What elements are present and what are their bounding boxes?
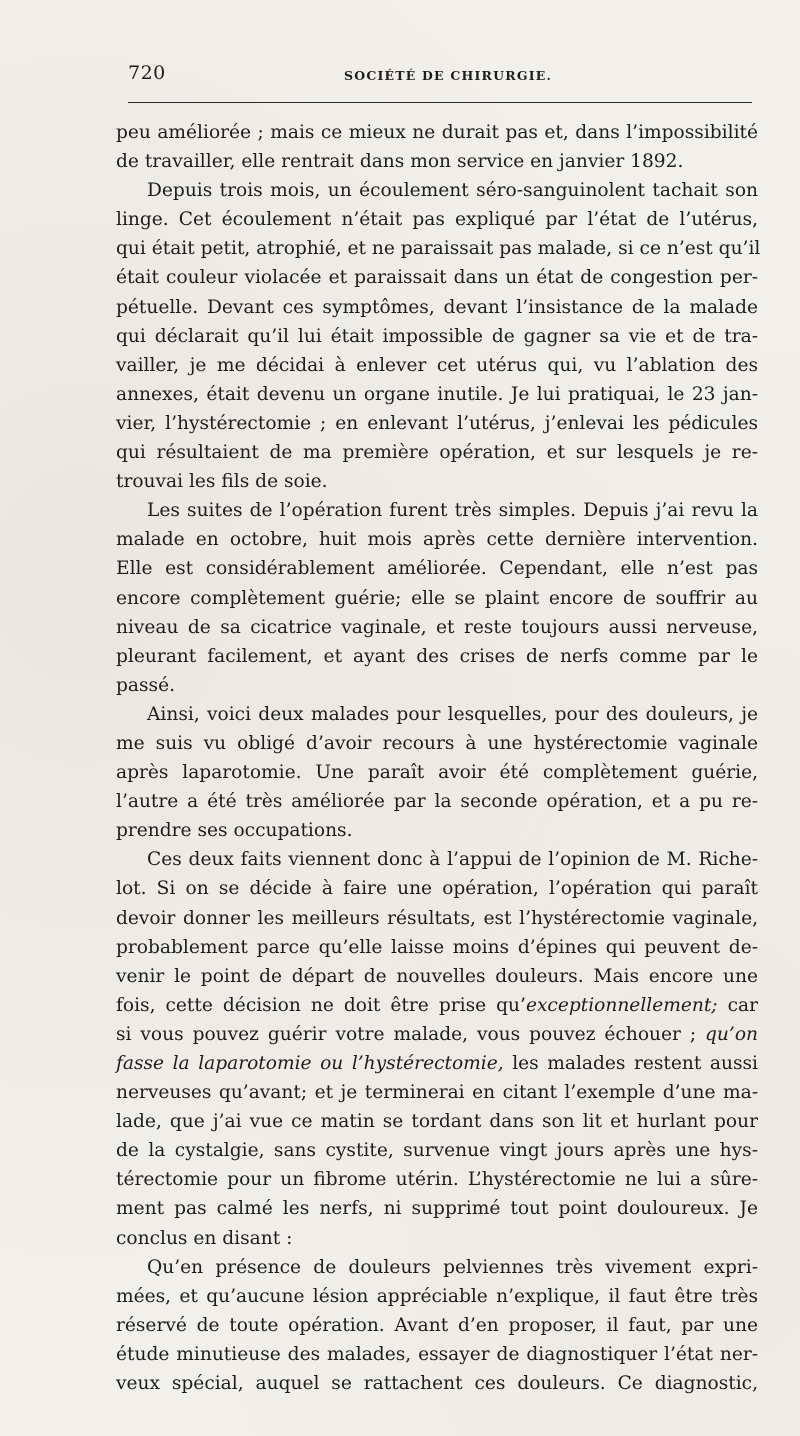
text-line: était couleur violacée et paraissait dans un état de congestion per-	[116, 267, 758, 289]
header-rule	[128, 102, 752, 103]
text-line: vailler, je me décidai à enlever cet utérus qui, vu l’ablation des	[116, 354, 758, 376]
text-line: lot. Si on se décide à faire une opération, l’opération qui paraît	[116, 878, 758, 900]
text-line-segment: fois, cette décision ne doit être prise qu’	[116, 994, 526, 1016]
text-line: prendre ses occupations.	[116, 820, 353, 842]
text-line-segment: les malades restent aussi	[503, 1053, 758, 1074]
text-line	[116, 1020, 758, 1049]
text-line: encore complètement guérie; elle se plaint encore de souffrir au	[116, 587, 758, 609]
text-line	[116, 991, 758, 1020]
text-line: qui déclarait qu’il lui était impossible de gagner sa vie et de tra-	[116, 325, 758, 347]
text-line: qui résultaient de ma première opération, et sur lesquels je re-	[116, 442, 758, 464]
text-line: Ces deux faits viennent donc à l’appui de l’opinion de M. Riche-	[147, 849, 758, 871]
text-line: malade en octobre, huit mois après cette dernière intervention.	[116, 529, 758, 551]
text-line: nerveuses qu’avant; et je terminerai en citant l’exemple d’une ma-	[116, 1082, 758, 1104]
text-line: me suis vu obligé d’avoir recours à une hystérectomie vaginale	[116, 732, 758, 754]
text-line: vier, l’hystérectomie ; en enlevant l’utérus, j’enlevai les pédicules	[116, 412, 758, 434]
text-line: passé.	[116, 674, 175, 696]
text-line: ment pas calmé les nerfs, ni supprimé tout point douloureux. Je	[116, 1198, 758, 1220]
text-line-segment: si vous pouvez guérir votre malade, vous pouvez échouer ;	[116, 1023, 706, 1045]
text-line: pétuelle. Devant ces symptômes, devant l’insistance de la malade	[116, 296, 758, 318]
text-line: venir le point de départ de nouvelles douleurs. Mais encore une	[116, 965, 758, 987]
body-text	[116, 118, 761, 1398]
text-line: veux spécial, auquel se rattachent ces douleurs. Ce diagnostic,	[116, 1373, 758, 1395]
text-line: étude minutieuse des malades, essayer de diagnostiquer l’état ner-	[116, 1343, 758, 1365]
text-line-segment: car	[717, 994, 758, 1016]
running-head	[128, 62, 752, 92]
text-line: annexes, était devenu un organe inutile. Je lui pratiquai, le 23 jan-	[116, 383, 758, 405]
text-line: térectomie pour un fibrome utérin. L’hystérectomie ne lui a sûre-	[116, 1169, 758, 1191]
text-line: niveau de sa cicatrice vaginale, et reste toujours aussi nerveuse,	[116, 616, 758, 638]
text-line: Depuis trois mois, un écoulement séro-sanguinolent tachait son	[147, 180, 758, 202]
page-number: 720	[128, 62, 166, 84]
text-line: après laparotomie. Une paraît avoir été complètement guérie,	[116, 762, 758, 784]
text-line: Elle est considérablement améliorée. Cependant, elle n’est pas	[116, 558, 758, 580]
text-line: qui était petit, atrophié, et ne paraissait pas malade, si ce n’est qu’il	[116, 238, 761, 260]
italic-segment: qu’on	[705, 1023, 758, 1045]
text-line: Qu’en présence de douleurs pelviennes très vivement expri-	[147, 1256, 758, 1278]
running-title: SOCIÉTÉ DE CHIRURGIE.	[344, 68, 553, 83]
italic-segment: fasse la laparotomie ou l’hystérectomie,	[116, 1053, 504, 1074]
text-line: conclus en disant :	[116, 1227, 293, 1249]
text-line: de la cystalgie, sans cystite, survenue vingt jours après une hys-	[116, 1140, 758, 1162]
text-line: linge. Cet écoulement n’était pas expliqué par l’état de l’utérus,	[116, 209, 758, 231]
text-line: de travailler, elle rentrait dans mon service en janvier 1892.	[116, 151, 684, 173]
text-line: trouvai les fils de soie.	[116, 471, 328, 493]
text-line: lade, que j’ai vue ce matin se tordant dans son lit et hurlant pour	[116, 1111, 758, 1133]
text-line: l’autre a été très améliorée par la seconde opération, et a pu re-	[116, 791, 758, 813]
text-line: réservé de toute opération. Avant d’en proposer, il faut, par une	[116, 1314, 758, 1336]
text-line: pleurant facilement, et ayant des crises de nerfs comme par le	[116, 645, 758, 667]
text-line: mées, et qu’aucune lésion appréciable n’explique, il faut être très	[116, 1285, 758, 1307]
text-line: devoir donner les meilleurs résultats, est l’hystérectomie vaginale,	[116, 907, 758, 929]
text-line: probablement parce qu’elle laisse moins d’épines qui peuvent de-	[116, 936, 758, 958]
text-line: peu améliorée ; mais ce mieux ne durait pas et, dans l’impossibilité	[116, 122, 758, 143]
italic-segment: exceptionnellement;	[525, 994, 718, 1016]
text-line	[116, 1049, 758, 1078]
text-line: Les suites de l’opération furent très simples. Depuis j’ai revu la	[147, 500, 758, 522]
text-line: Ainsi, voici deux malades pour lesquelles, pour des douleurs, je	[147, 703, 758, 725]
